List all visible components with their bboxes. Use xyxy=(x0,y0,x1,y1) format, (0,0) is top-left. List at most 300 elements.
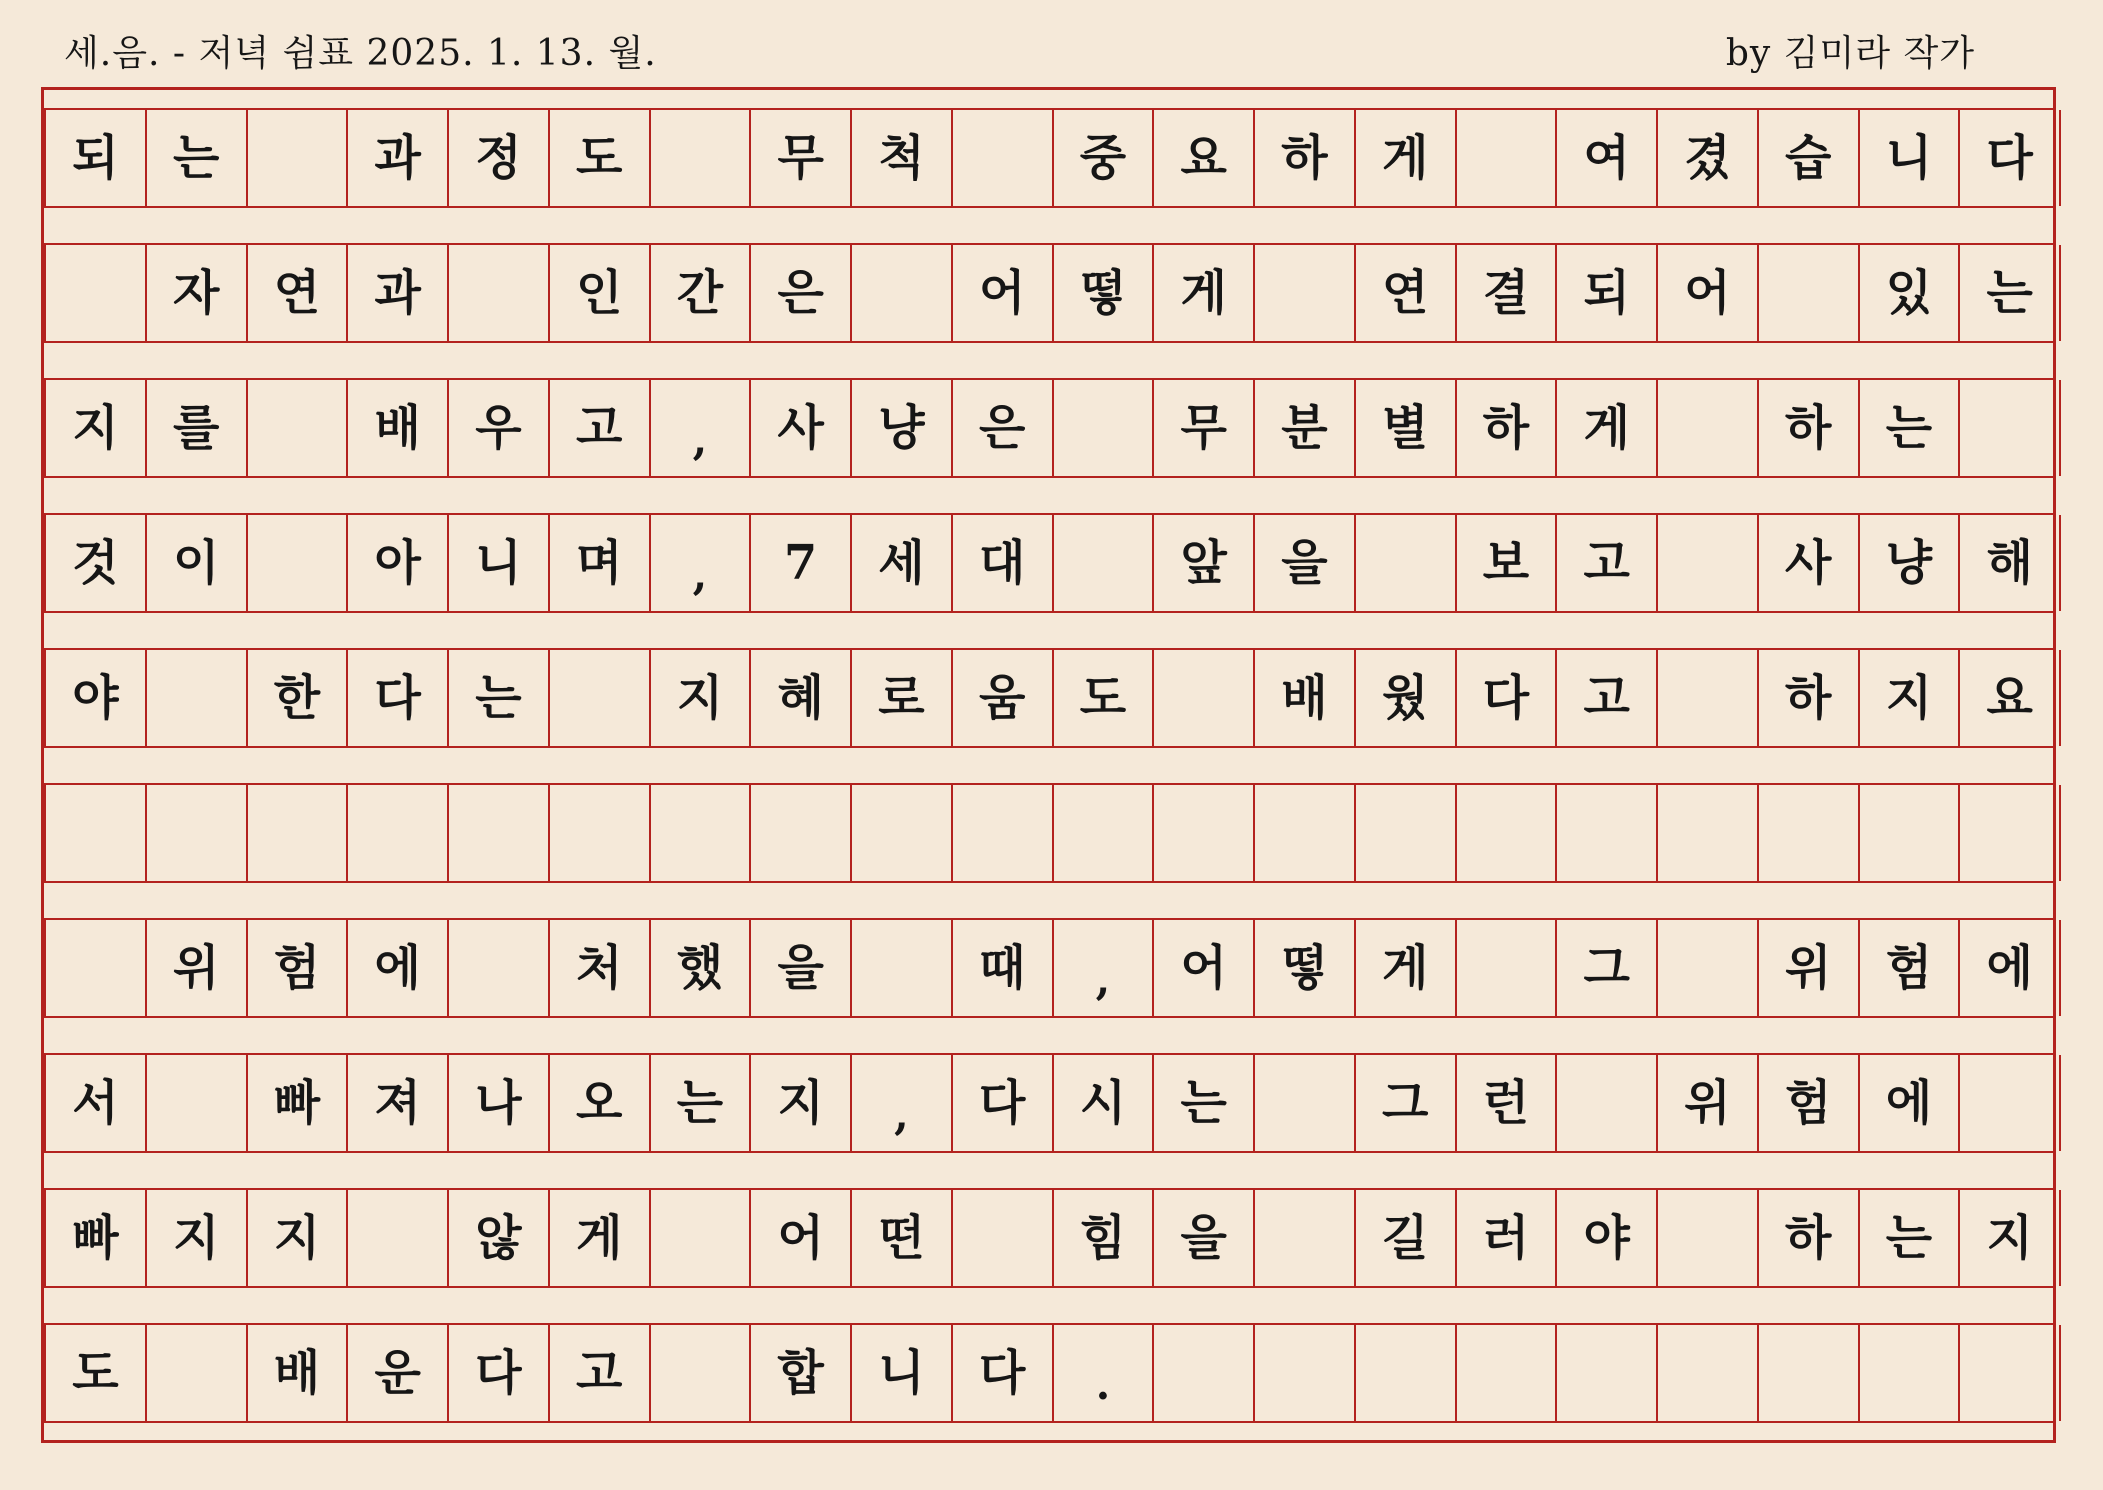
manuscript-cell xyxy=(147,1190,248,1286)
cell-char: 서 xyxy=(72,1075,119,1131)
manuscript-cell xyxy=(1860,1190,1961,1286)
manuscript-cell xyxy=(449,245,550,341)
manuscript-cell xyxy=(852,650,953,746)
manuscript-cell xyxy=(751,110,852,206)
manuscript-cell xyxy=(46,515,147,611)
manuscript-cell xyxy=(953,920,1054,1016)
manuscript-cell xyxy=(1960,110,2061,206)
manuscript-cell xyxy=(1054,380,1155,476)
cell-char: 운 xyxy=(374,1345,421,1401)
manuscript-cell xyxy=(1457,920,1558,1016)
manuscript-cell xyxy=(248,380,349,476)
cell-char: 연 xyxy=(273,265,321,321)
cell-char: 떤 xyxy=(878,1210,925,1266)
manuscript-cell xyxy=(46,380,147,476)
manuscript-cell xyxy=(1658,650,1759,746)
cell-char: 하 xyxy=(1784,670,1832,726)
manuscript-cell xyxy=(1356,110,1457,206)
manuscript-sheet xyxy=(41,87,2056,1443)
manuscript-cell xyxy=(852,1325,953,1421)
cell-char: 떻 xyxy=(1079,265,1127,321)
manuscript-cell xyxy=(348,920,449,1016)
manuscript-cell xyxy=(449,515,550,611)
manuscript-cell xyxy=(1759,1055,1860,1151)
cell-char: 다 xyxy=(475,1345,522,1401)
cell-char: 배 xyxy=(1281,670,1328,726)
manuscript-cell xyxy=(1154,1325,1255,1421)
manuscript-cell xyxy=(1759,650,1860,746)
manuscript-cell xyxy=(1557,1055,1658,1151)
manuscript-cell xyxy=(1154,1190,1255,1286)
cell-char: 사 xyxy=(777,400,824,456)
manuscript-cell xyxy=(1356,1055,1457,1151)
cell-char: 지 xyxy=(1986,1210,2033,1266)
cell-char: 되 xyxy=(72,130,119,186)
cell-char: 다 xyxy=(978,1075,1026,1131)
manuscript-cell xyxy=(1557,650,1658,746)
cell-char: 지 xyxy=(676,670,724,726)
cell-char: 하 xyxy=(1281,130,1328,186)
cell-char: 런 xyxy=(1482,1075,1530,1131)
cell-char: 어 xyxy=(777,1210,824,1266)
manuscript-cell xyxy=(1557,1325,1658,1421)
cell-char: 분 xyxy=(1281,400,1328,456)
manuscript-cell xyxy=(1154,920,1255,1016)
cell-char: 습 xyxy=(1784,130,1832,186)
cell-char: 냥 xyxy=(1885,535,1933,591)
manuscript-cell xyxy=(1054,515,1155,611)
manuscript-cell xyxy=(46,785,147,881)
manuscript-cell xyxy=(147,110,248,206)
cell-char: 러 xyxy=(1482,1210,1530,1266)
manuscript-cell xyxy=(651,380,752,476)
manuscript-cell xyxy=(46,1055,147,1151)
manuscript-cell xyxy=(1054,1325,1155,1421)
manuscript-cell xyxy=(1759,515,1860,611)
manuscript-cell xyxy=(1860,110,1961,206)
header-title: 세.음. - 저녁 쉼표 2025. 1. 13. 월. xyxy=(64,33,657,74)
cell-char: 보 xyxy=(1482,535,1530,591)
cell-char: , xyxy=(692,415,708,464)
header xyxy=(64,28,2039,80)
cell-char: 고 xyxy=(1583,670,1630,726)
cell-char: 니 xyxy=(878,1345,925,1401)
cell-char: 고 xyxy=(1583,535,1630,591)
manuscript-cell xyxy=(1154,515,1255,611)
manuscript-cell xyxy=(248,1325,349,1421)
cell-char: 배 xyxy=(273,1345,321,1401)
manuscript-cell xyxy=(1860,650,1961,746)
manuscript-cell xyxy=(1557,380,1658,476)
cell-char: 다 xyxy=(1482,670,1530,726)
cell-char: 험 xyxy=(273,940,321,996)
cell-char: 정 xyxy=(475,130,522,186)
manuscript-cell xyxy=(550,920,651,1016)
cell-char: 야 xyxy=(72,670,119,726)
manuscript-cell xyxy=(751,380,852,476)
manuscript-row xyxy=(44,1053,2053,1153)
cell-char: 은 xyxy=(978,400,1026,456)
cell-char: 를 xyxy=(172,400,220,456)
cell-char: 는 xyxy=(1885,1210,1933,1266)
cell-char: 다 xyxy=(1986,130,2033,186)
manuscript-cell xyxy=(852,785,953,881)
manuscript-cell xyxy=(751,1325,852,1421)
cell-char: 있 xyxy=(1885,265,1933,321)
cell-char: 별 xyxy=(1381,400,1429,456)
manuscript-cell xyxy=(248,1055,349,1151)
manuscript-cell xyxy=(449,785,550,881)
manuscript-cell xyxy=(1255,515,1356,611)
cell-char: 지 xyxy=(72,400,119,456)
manuscript-cell xyxy=(1054,1055,1155,1151)
manuscript-cell xyxy=(953,785,1054,881)
cell-char: 하 xyxy=(1784,400,1832,456)
cell-char: 7 xyxy=(783,535,818,591)
manuscript-rows xyxy=(44,90,2053,1440)
manuscript-cell xyxy=(248,110,349,206)
manuscript-cell xyxy=(147,515,248,611)
manuscript-cell xyxy=(248,785,349,881)
cell-char: 척 xyxy=(878,130,925,186)
cell-char: 대 xyxy=(978,535,1026,591)
manuscript-cell xyxy=(46,650,147,746)
manuscript-cell xyxy=(1457,650,1558,746)
cell-char: 아 xyxy=(374,535,421,591)
manuscript-cell xyxy=(751,245,852,341)
manuscript-cell xyxy=(1356,1325,1457,1421)
manuscript-cell xyxy=(1154,110,1255,206)
manuscript-cell xyxy=(348,785,449,881)
manuscript-cell xyxy=(348,1055,449,1151)
manuscript-row xyxy=(44,1323,2053,1423)
manuscript-row xyxy=(44,243,2053,343)
manuscript-cell xyxy=(1860,1325,1961,1421)
cell-char: 처 xyxy=(575,940,623,996)
manuscript-cell xyxy=(1960,785,2061,881)
manuscript-cell xyxy=(348,1325,449,1421)
manuscript-cell xyxy=(449,1325,550,1421)
manuscript-cell xyxy=(550,1325,651,1421)
manuscript-cell xyxy=(1054,650,1155,746)
manuscript-cell xyxy=(1255,650,1356,746)
manuscript-cell xyxy=(953,515,1054,611)
cell-char: 도 xyxy=(575,130,623,186)
manuscript-cell xyxy=(1255,1055,1356,1151)
manuscript-cell xyxy=(1457,1325,1558,1421)
manuscript-cell xyxy=(1255,110,1356,206)
manuscript-cell xyxy=(147,785,248,881)
manuscript-cell xyxy=(651,110,752,206)
manuscript-cell xyxy=(550,110,651,206)
manuscript-cell xyxy=(1054,1190,1155,1286)
manuscript-cell xyxy=(1960,515,2061,611)
manuscript-cell xyxy=(852,245,953,341)
manuscript-cell xyxy=(1457,785,1558,881)
manuscript-cell xyxy=(449,920,550,1016)
manuscript-cell xyxy=(852,920,953,1016)
cell-char: 다 xyxy=(978,1345,1026,1401)
cell-char: 중 xyxy=(1079,130,1127,186)
manuscript-cell xyxy=(1860,245,1961,341)
cell-char: 어 xyxy=(1180,940,1227,996)
manuscript-cell xyxy=(147,245,248,341)
manuscript-cell xyxy=(46,245,147,341)
cell-char: 지 xyxy=(777,1075,824,1131)
manuscript-cell xyxy=(1457,1055,1558,1151)
manuscript-cell xyxy=(1759,110,1860,206)
manuscript-cell xyxy=(449,1190,550,1286)
manuscript-cell xyxy=(751,920,852,1016)
manuscript-cell xyxy=(953,1325,1054,1421)
manuscript-cell xyxy=(1557,920,1658,1016)
cell-char: 되 xyxy=(1583,265,1630,321)
manuscript-cell xyxy=(1960,1055,2061,1151)
manuscript-cell xyxy=(1154,380,1255,476)
cell-char: 여 xyxy=(1583,130,1630,186)
manuscript-cell xyxy=(1356,380,1457,476)
cell-char: 과 xyxy=(374,130,421,186)
manuscript-cell xyxy=(1759,380,1860,476)
manuscript-cell xyxy=(1860,515,1961,611)
manuscript-cell xyxy=(550,245,651,341)
manuscript-cell xyxy=(751,785,852,881)
manuscript-cell xyxy=(550,1055,651,1151)
manuscript-cell xyxy=(1255,1325,1356,1421)
manuscript-cell xyxy=(1154,785,1255,881)
manuscript-cell xyxy=(1658,380,1759,476)
manuscript-cell xyxy=(46,1325,147,1421)
cell-char: 하 xyxy=(1784,1210,1832,1266)
cell-char: 길 xyxy=(1381,1210,1429,1266)
cell-char: 빠 xyxy=(273,1075,321,1131)
manuscript-cell xyxy=(1154,245,1255,341)
manuscript-cell xyxy=(651,785,752,881)
manuscript-cell xyxy=(1860,380,1961,476)
cell-char: 냥 xyxy=(878,400,925,456)
cell-char: 져 xyxy=(374,1075,421,1131)
manuscript-cell xyxy=(348,650,449,746)
cell-char: 는 xyxy=(172,130,220,186)
manuscript-cell xyxy=(1960,650,2061,746)
manuscript-cell xyxy=(852,515,953,611)
manuscript-row xyxy=(44,648,2053,748)
manuscript-cell xyxy=(550,1190,651,1286)
manuscript-cell xyxy=(1960,1325,2061,1421)
cell-char: 은 xyxy=(777,265,824,321)
cell-char: 요 xyxy=(1180,130,1227,186)
manuscript-cell xyxy=(1457,380,1558,476)
manuscript-cell xyxy=(1356,650,1457,746)
manuscript-cell xyxy=(550,785,651,881)
manuscript-cell xyxy=(1759,1190,1860,1286)
manuscript-row xyxy=(44,378,2053,478)
manuscript-cell xyxy=(1960,380,2061,476)
manuscript-cell xyxy=(1054,245,1155,341)
manuscript-cell xyxy=(1154,650,1255,746)
manuscript-cell xyxy=(550,650,651,746)
cell-char: 어 xyxy=(978,265,1026,321)
manuscript-cell xyxy=(1356,785,1457,881)
cell-char: 는 xyxy=(1885,400,1933,456)
cell-char: 에 xyxy=(1986,940,2033,996)
manuscript-cell xyxy=(147,650,248,746)
manuscript-row xyxy=(44,513,2053,613)
manuscript-cell xyxy=(147,920,248,1016)
manuscript-cell xyxy=(1457,515,1558,611)
cell-char: 것 xyxy=(72,535,119,591)
manuscript-cell xyxy=(46,110,147,206)
manuscript-cell xyxy=(751,1055,852,1151)
manuscript-cell xyxy=(852,1190,953,1286)
manuscript-cell xyxy=(1557,785,1658,881)
manuscript-cell xyxy=(1960,245,2061,341)
cell-char: 오 xyxy=(575,1075,623,1131)
cell-char: 이 xyxy=(172,535,220,591)
cell-char: 혜 xyxy=(777,670,824,726)
cell-char: 해 xyxy=(1986,535,2033,591)
cell-char: 인 xyxy=(575,265,623,321)
manuscript-cell xyxy=(1658,1055,1759,1151)
cell-char: 지 xyxy=(273,1210,321,1266)
cell-char: 연 xyxy=(1381,265,1429,321)
manuscript-cell xyxy=(449,110,550,206)
manuscript-cell xyxy=(1759,785,1860,881)
manuscript-cell xyxy=(248,245,349,341)
cell-char: 는 xyxy=(1180,1075,1227,1131)
cell-char: 다 xyxy=(374,670,421,726)
manuscript-cell xyxy=(751,1190,852,1286)
cell-char: , xyxy=(692,550,708,599)
cell-char: 도 xyxy=(72,1345,119,1401)
cell-char: 간 xyxy=(676,265,724,321)
cell-char: 때 xyxy=(978,940,1026,996)
cell-char: 겼 xyxy=(1684,130,1731,186)
cell-char: 에 xyxy=(374,940,421,996)
manuscript-cell xyxy=(348,1190,449,1286)
cell-char: 며 xyxy=(575,535,623,591)
manuscript-cell xyxy=(348,110,449,206)
cell-char: 과 xyxy=(374,265,421,321)
manuscript-cell xyxy=(852,1055,953,1151)
manuscript-cell xyxy=(1557,1190,1658,1286)
cell-char: 고 xyxy=(575,1345,623,1401)
manuscript-cell xyxy=(1658,515,1759,611)
cell-char: 험 xyxy=(1885,940,1933,996)
cell-char: 험 xyxy=(1784,1075,1832,1131)
cell-char: 합 xyxy=(777,1345,824,1401)
manuscript-cell xyxy=(1457,245,1558,341)
cell-char: 요 xyxy=(1986,670,2033,726)
manuscript-cell xyxy=(751,515,852,611)
cell-char: 무 xyxy=(777,130,824,186)
cell-char: 위 xyxy=(1684,1075,1731,1131)
cell-char: 는 xyxy=(1986,265,2033,321)
manuscript-cell xyxy=(1557,245,1658,341)
cell-char: 위 xyxy=(1784,940,1832,996)
cell-char: 니 xyxy=(1885,130,1933,186)
cell-char: . xyxy=(1095,1360,1111,1409)
cell-char: 을 xyxy=(1180,1210,1227,1266)
manuscript-cell xyxy=(1658,920,1759,1016)
manuscript-cell xyxy=(953,1055,1054,1151)
cell-char: 지 xyxy=(1885,670,1933,726)
manuscript-row xyxy=(44,1188,2053,1288)
manuscript-cell xyxy=(1356,920,1457,1016)
manuscript-cell xyxy=(1557,110,1658,206)
manuscript-cell xyxy=(1255,245,1356,341)
cell-char: 을 xyxy=(777,940,824,996)
manuscript-cell xyxy=(651,245,752,341)
cell-char: 는 xyxy=(475,670,522,726)
manuscript-row xyxy=(44,783,2053,883)
manuscript-cell xyxy=(651,1325,752,1421)
cell-char: 배 xyxy=(374,400,421,456)
manuscript-cell xyxy=(1860,785,1961,881)
manuscript-cell xyxy=(147,380,248,476)
cell-char: 않 xyxy=(475,1210,522,1266)
manuscript-cell xyxy=(1457,110,1558,206)
cell-char: 앞 xyxy=(1180,535,1227,591)
cell-char: 자 xyxy=(172,265,220,321)
cell-char: 한 xyxy=(273,670,321,726)
cell-char: 움 xyxy=(978,670,1026,726)
manuscript-cell xyxy=(1255,785,1356,881)
manuscript-cell xyxy=(1759,920,1860,1016)
manuscript-cell xyxy=(1759,1325,1860,1421)
manuscript-cell xyxy=(248,650,349,746)
cell-char: 하 xyxy=(1482,400,1530,456)
manuscript-cell xyxy=(46,920,147,1016)
manuscript-cell xyxy=(550,515,651,611)
manuscript-cell xyxy=(953,245,1054,341)
manuscript-row xyxy=(44,918,2053,1018)
cell-char: 시 xyxy=(1079,1075,1127,1131)
cell-char: 세 xyxy=(878,535,925,591)
manuscript-cell xyxy=(651,515,752,611)
manuscript-cell xyxy=(1557,515,1658,611)
cell-char: 웠 xyxy=(1381,670,1429,726)
cell-char: 그 xyxy=(1381,1075,1429,1131)
manuscript-cell xyxy=(651,650,752,746)
cell-char: 어 xyxy=(1684,265,1731,321)
cell-char: 로 xyxy=(878,670,925,726)
cell-char: , xyxy=(894,1090,909,1139)
manuscript-cell xyxy=(1960,920,2061,1016)
cell-char: 했 xyxy=(676,940,724,996)
manuscript-cell xyxy=(1054,110,1155,206)
cell-char: 게 xyxy=(1381,940,1429,996)
cell-char: 떻 xyxy=(1281,940,1328,996)
manuscript-cell xyxy=(248,515,349,611)
cell-char: 우 xyxy=(475,400,522,456)
cell-char: 게 xyxy=(1381,130,1429,186)
cell-char: , xyxy=(1095,955,1111,1004)
manuscript-cell xyxy=(1658,110,1759,206)
cell-char: 야 xyxy=(1583,1210,1630,1266)
cell-char: 위 xyxy=(172,940,220,996)
cell-char: 니 xyxy=(475,535,522,591)
cell-char: 결 xyxy=(1482,265,1530,321)
cell-char: 게 xyxy=(1180,265,1227,321)
cell-char: 힘 xyxy=(1079,1210,1127,1266)
manuscript-cell xyxy=(1960,1190,2061,1286)
header-author: by 김미라 작가 xyxy=(1725,33,1975,74)
manuscript-cell xyxy=(1356,245,1457,341)
cell-char: 빠 xyxy=(72,1210,119,1266)
cell-char: 나 xyxy=(475,1075,522,1131)
manuscript-cell xyxy=(348,380,449,476)
